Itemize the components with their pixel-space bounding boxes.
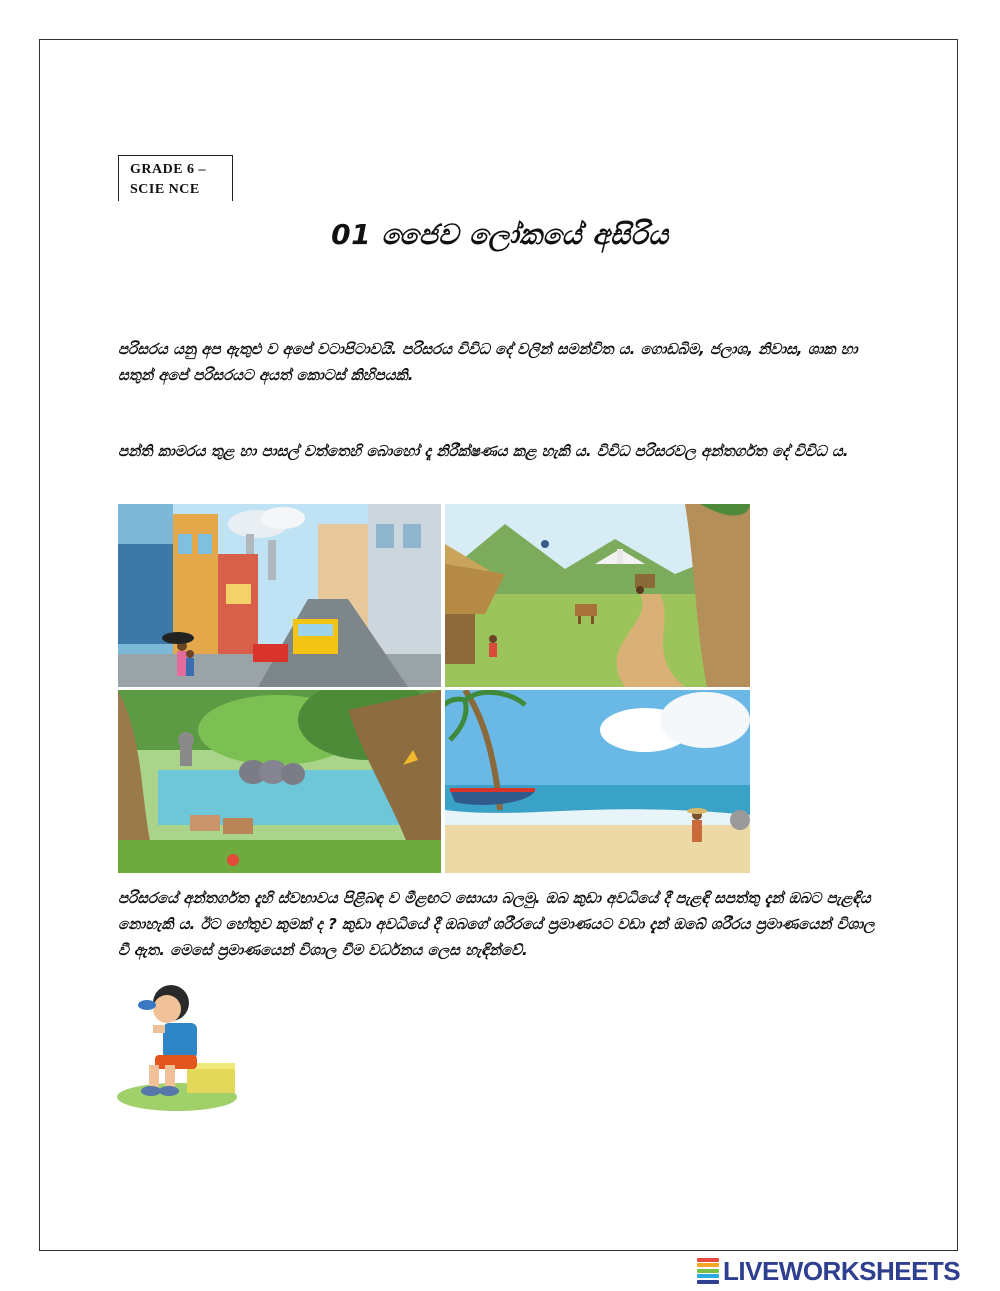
beach-scene-image <box>445 690 750 873</box>
forest-scene-image <box>118 690 441 873</box>
liveworksheets-logo <box>697 1256 960 1286</box>
liveworksheets-brand: LIVEWORKSHEETS <box>723 1255 961 1286</box>
grade-label: GRADE 6 – <box>130 162 207 177</box>
intro-paragraph: පරිසරය යනු අප ඇතුළු ව අපේ වටාපිටාවයි. පරිසරය විවිධ දේ වලින් සමන්විත ය. ගොඩබිම, ජලාශ, නිවාස, ශාක හා සතුන් අපේ පරිසරයට අයත් කොටස් කිහිපයකි. <box>118 340 858 384</box>
lesson-title: 01 ජෛව ලෝකයේ අසිරිය <box>331 218 669 251</box>
growth-paragraph: පරිසරයේ අන්තර්ගත දෑහි ස්වභාවය පිළිබඳ ව මීළඟට සොයා බලමු. ඔබ කුඩා අවධියේ දී පැළඳි සපත්තු දැන් ඔබට පැළඳිය නොහැකි ය. ඊට හේතුව කුමක් ද ? කුඩා අවධියේ දී ඔබගේ ශරීරයේ ප්‍රමාණයට වඩා දැන් ඔබේ ශරීරය ප්‍රමාණයෙන් විශාල වී ඇත. මෙසේ ප්‍රමාණයෙන් විශාල වීම වර්ධනය ලෙස හැඳින්වේ. <box>118 889 875 959</box>
city-scene-image <box>118 504 441 687</box>
liveworksheets-icon <box>697 1258 719 1284</box>
grade-label-box <box>118 155 233 201</box>
observation-paragraph: පන්ති කාමරය තුළ හා පාසල් වත්තෙහි බොහෝ දෑ නිරීක්ෂණය කළ හැකි ය. විවිධ පරිසරවල අන්තර්ගත දේ විවිධ ය. <box>118 442 849 460</box>
village-scene-image <box>445 504 750 687</box>
boy-illustration <box>115 975 241 1115</box>
subject-label: SCIE NCE <box>130 182 200 197</box>
